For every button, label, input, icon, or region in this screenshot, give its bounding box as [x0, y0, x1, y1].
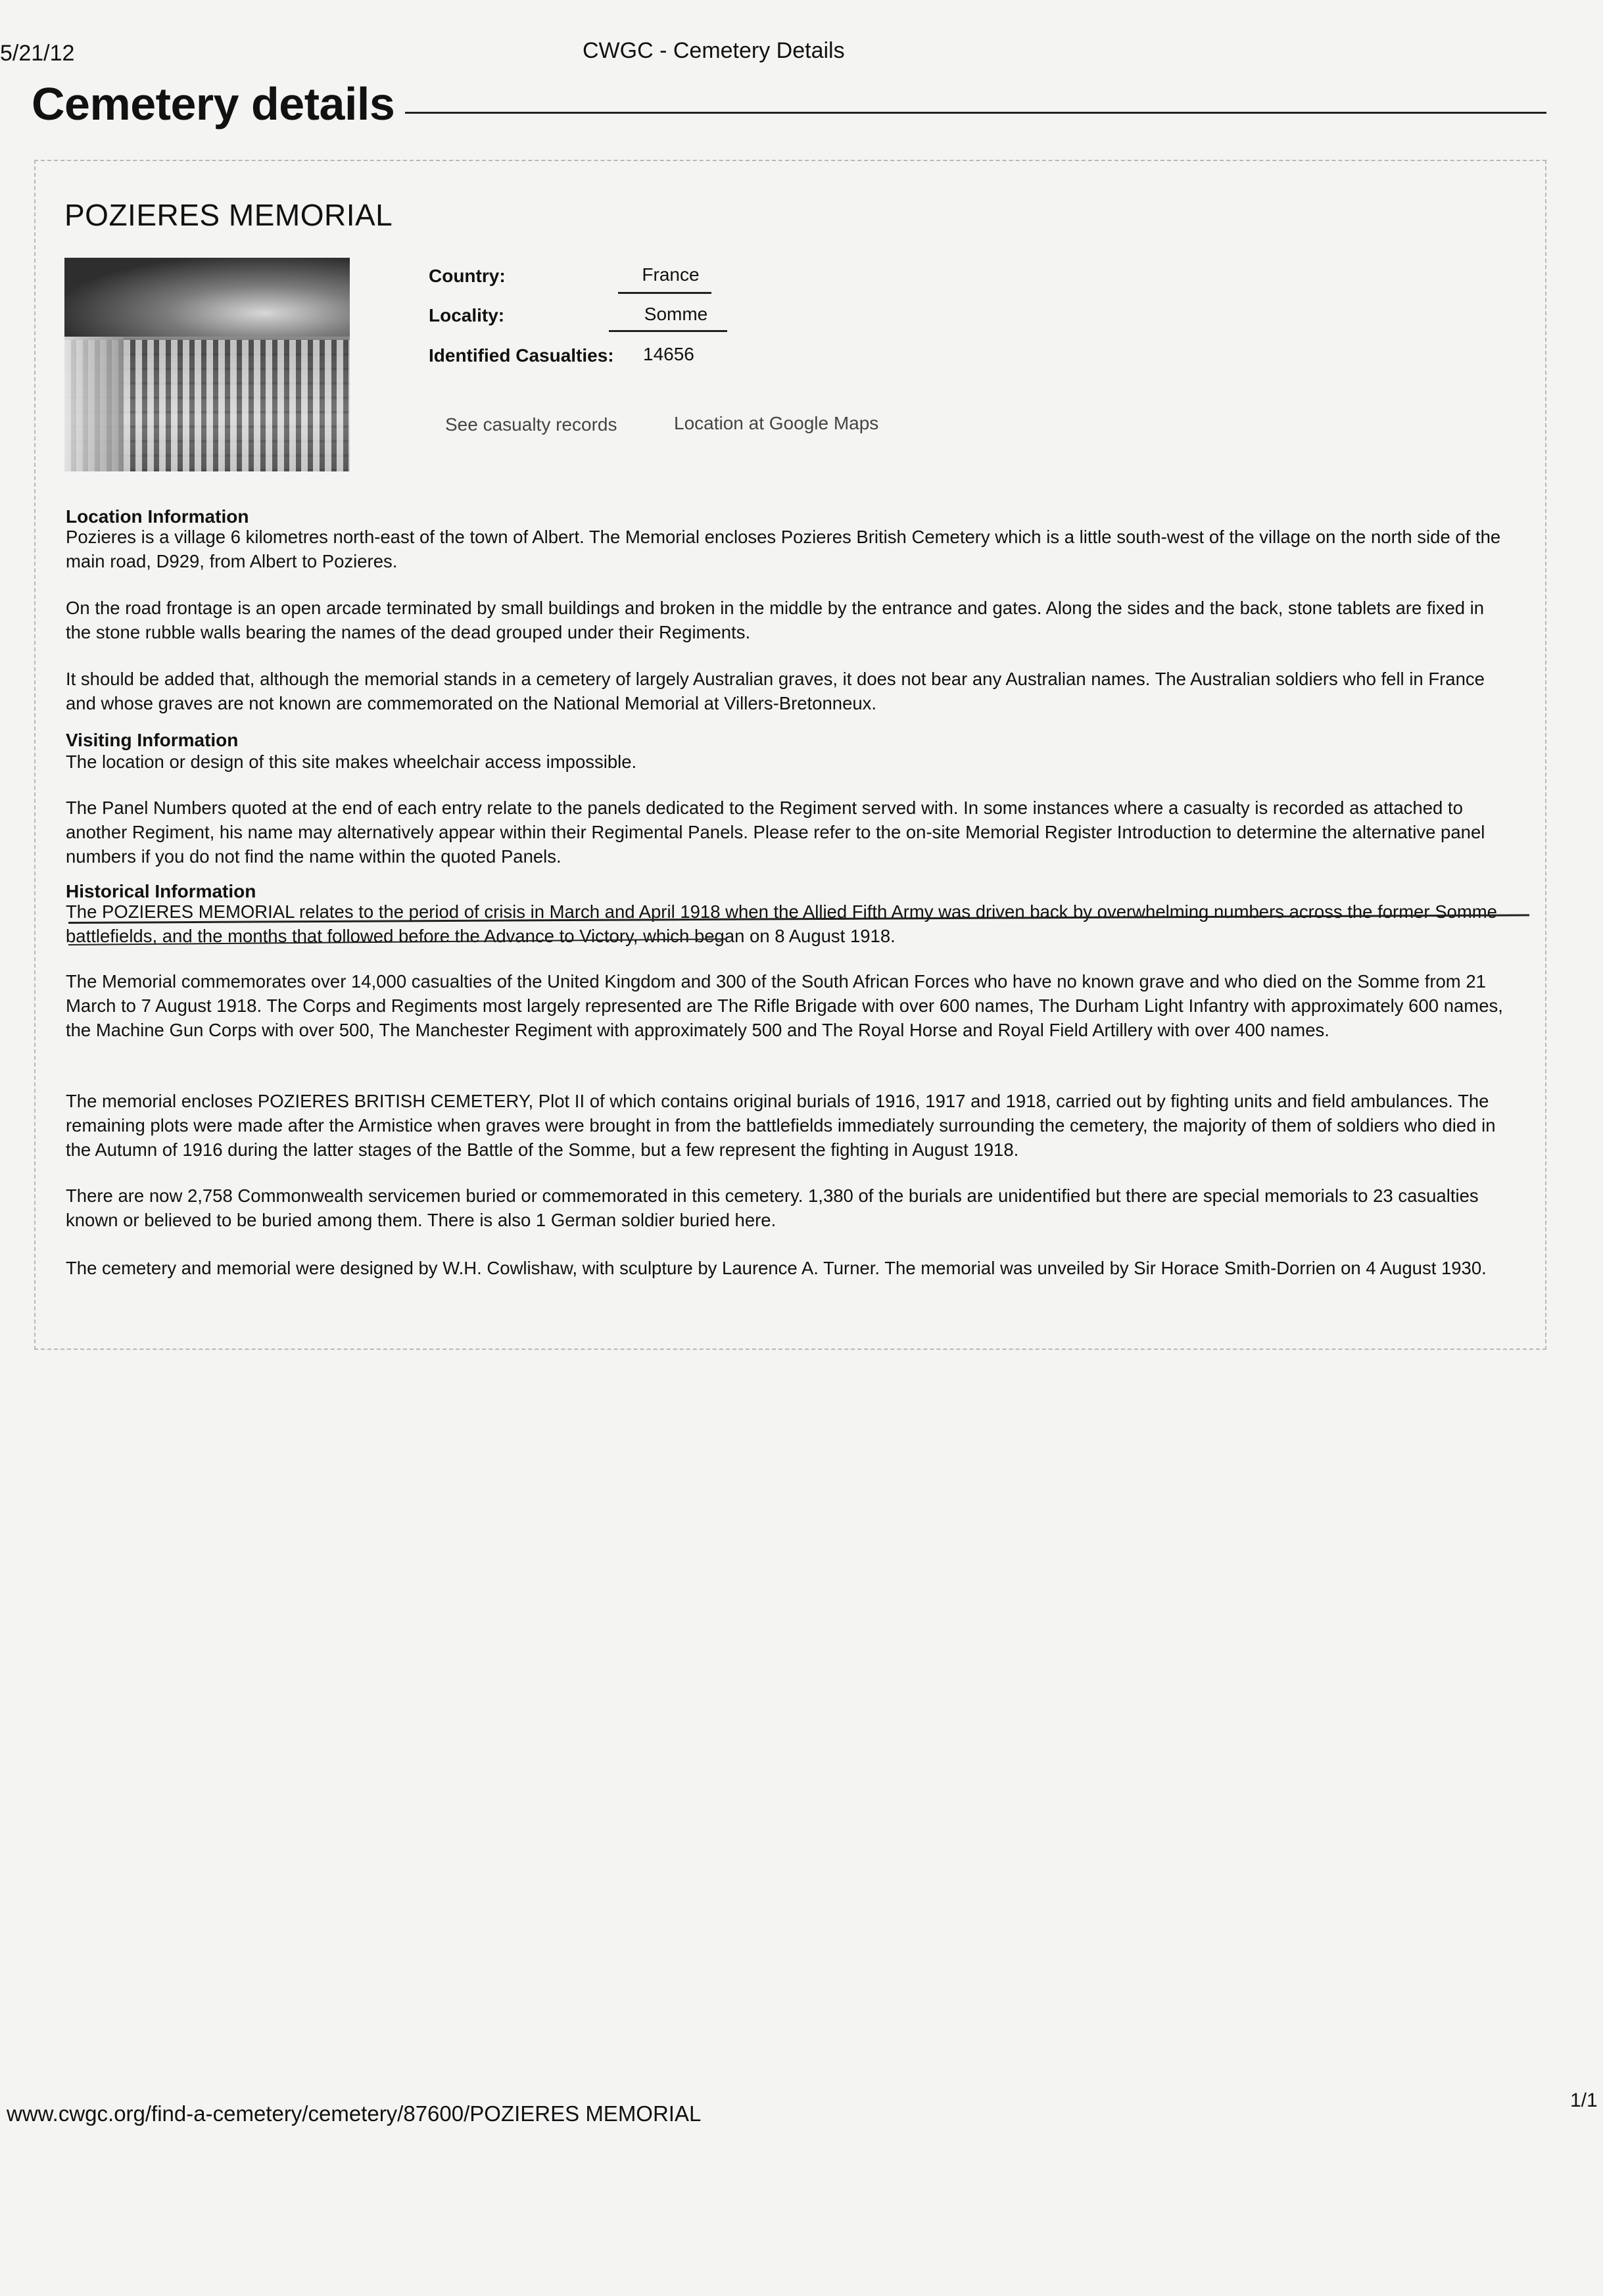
location-information-heading: Location Information: [66, 506, 249, 527]
location-paragraph-2: On the road frontage is an open arcade terminated by small buildings and broken in the middle by the entrance and gates. Along the sides and the back, stone tablets are fixed in the stone rubble walls bearing the names of the dead grouped under their Regiments.: [66, 598, 1485, 642]
visiting-paragraph-2: The Panel Numbers quoted at the end of each entry relate to the panels dedicated to the Regiment served with. In some instances where a casualty is recorded as attached to another Regiment, his name may alternatively appear within their Regimental Panels. Please refer to the on-site Memorial Register Introduction to determine the alternative panel numbers if you do not find the name within the quoted Panels.: [66, 798, 1485, 867]
visiting-information-heading: Visiting Information: [66, 730, 239, 750]
location-paragraph-3: It should be added that, although the memorial stands in a cemetery of largely Australian graves, it does not bear any Australian names. The Australian soldiers who fell in France and whose graves are not known are commemorated on the National Memorial at Villers-Bretonneux.: [66, 669, 1485, 713]
historical-paragraph-2: The Memorial commemorates over 14,000 casualties of the United Kingdom and 300 of the South African Forces who have no known grave and who died on the Somme from 21 March to 7 August 1918. The Corps and Regiments most largely represented are The Rifle Brigade with over 600 names, The Durham Light Infantry with approximately 600 names, the Machine Gun Corps with over 500, The Manchester Regiment with approximately 500 and The Royal Horse and Royal Field Artillery with over 400 names.: [66, 971, 1503, 1040]
print-footer-url: www.cwgc.org/find-a-cemetery/cemetery/87600/POZIERES MEMORIAL: [7, 2101, 702, 2126]
print-page-number: 1/1: [1570, 2090, 1598, 2111]
location-paragraph-1: Pozieres is a village 6 kilometres north-east of the town of Albert. The Memorial encloses Pozieres British Cemetery which is a little south-west of the village on the north side of the main road, D929, from Albert to Pozieres.: [66, 527, 1501, 571]
country-value: France: [642, 264, 700, 285]
casualties-label: Identified Casualties:: [429, 345, 614, 366]
google-maps-link[interactable]: Location at Google Maps: [674, 413, 879, 433]
page-title: Cemetery details: [32, 78, 395, 130]
memorial-photo: [64, 258, 350, 471]
casualties-value: 14656: [643, 344, 694, 364]
locality-handwritten-underline: [609, 330, 727, 332]
locality-value: Somme: [644, 304, 708, 324]
print-date: 5/21/12: [0, 41, 75, 66]
country-label: Country:: [429, 266, 506, 286]
print-page-title: CWGC - Cemetery Details: [583, 38, 845, 63]
historical-paragraph-3: The memorial encloses POZIERES BRITISH CEMETERY, Plot II of which contains original burials of 1916, 1917 and 1918, carried out by fighting units and field ambulances. The remaining plots were made after the Armistice when graves were brought in from the battlefields immediately surrounding the cemetery, the majority of them of soldiers who died in the Autumn of 1916 during the latter stages of the Battle of the Somme, but a few represent the fighting in August 1918.: [66, 1091, 1496, 1160]
photo-wall: [64, 337, 124, 471]
heading-rule: [405, 112, 1546, 114]
locality-label: Locality:: [429, 305, 505, 325]
historical-paragraph-1: The POZIERES MEMORIAL relates to the period of crisis in March and April 1918 when the Allied Fifth Army was driven back by overwhelming numbers across the former Somme battlefields, and the months that followed before the Advance to Victory, which began on 8 August 1918.: [66, 901, 1497, 946]
casualty-records-link[interactable]: See casualty records: [445, 414, 617, 435]
visiting-paragraph-1: The location or design of this site makes wheelchair access impossible.: [66, 752, 637, 772]
country-handwritten-underline: [618, 292, 711, 294]
memorial-name: POZIERES MEMORIAL: [64, 198, 393, 232]
historical-paragraph-4: There are now 2,758 Commonwealth servicemen buried or commemorated in this cemetery. 1,380 of the burials are unidentified but there are special memorials to 23 casualties known or believed to be buried among them. There is also 1 German soldier buried here.: [66, 1185, 1479, 1230]
historical-information-heading: Historical Information: [66, 881, 256, 901]
photo-sky: [64, 258, 350, 337]
historical-paragraph-5: The cemetery and memorial were designed by W.H. Cowlishaw, with sculpture by Laurence A. Turner. The memorial was unveiled by Sir Horace Smith-Dorrien on 4 August 1930.: [66, 1258, 1487, 1278]
